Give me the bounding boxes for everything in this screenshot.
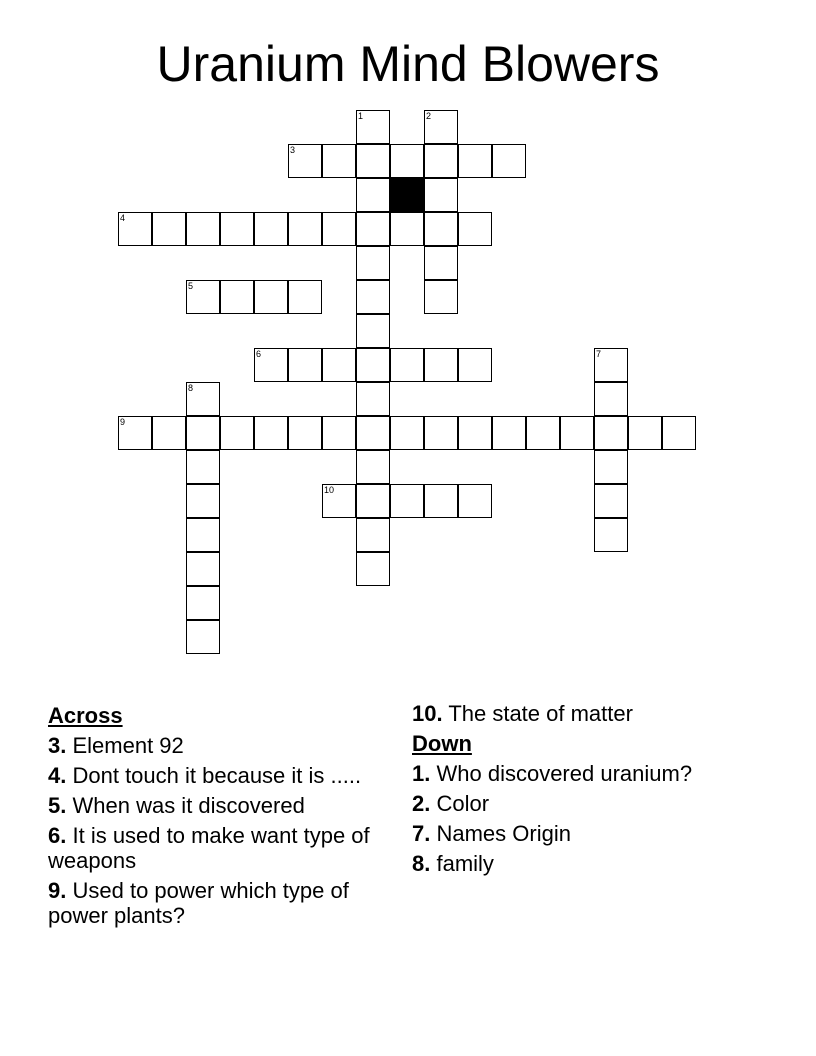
grid-cell[interactable]	[424, 484, 458, 518]
clue-number-label: 8	[188, 383, 194, 393]
grid-cell[interactable]	[662, 416, 696, 450]
clue-text: Color	[436, 791, 490, 816]
clue-number-label: 3	[290, 145, 296, 155]
clue-number-label: 9	[120, 417, 126, 427]
puzzle-title: Uranium Mind Blowers	[156, 36, 660, 92]
clue-text: When was it discovered	[72, 793, 305, 818]
grid-cell[interactable]	[186, 416, 220, 450]
grid-cell[interactable]	[322, 212, 356, 246]
grid-cell[interactable]	[186, 484, 220, 518]
grid-cell[interactable]	[492, 144, 526, 178]
clue-number-label: 5	[188, 281, 194, 291]
grid-cell[interactable]	[356, 348, 390, 382]
clue-number: 9.	[48, 878, 67, 903]
grid-cell[interactable]	[356, 246, 390, 280]
grid-cell[interactable]	[118, 416, 152, 450]
grid-cell[interactable]	[356, 178, 390, 212]
grid-cell[interactable]	[526, 416, 560, 450]
grid-cell[interactable]	[186, 620, 220, 654]
grid-cell[interactable]	[186, 552, 220, 586]
grid-cell[interactable]	[356, 212, 390, 246]
clue-text: Dont touch it because it is .....	[72, 763, 362, 788]
grid-cell[interactable]	[254, 280, 288, 314]
clue-number-label: 10	[324, 485, 335, 495]
grid-cell[interactable]	[356, 450, 390, 484]
clue-number: 10.	[412, 701, 443, 726]
grid-cell[interactable]	[220, 212, 254, 246]
grid-cell[interactable]	[356, 518, 390, 552]
grid-cell[interactable]	[356, 382, 390, 416]
grid-cell[interactable]	[458, 484, 492, 518]
grid-cell[interactable]	[390, 144, 424, 178]
grid-cell[interactable]	[288, 348, 322, 382]
clue-down-7	[412, 821, 772, 846]
clue-number: 3.	[48, 733, 67, 758]
clue-number: 6.	[48, 823, 67, 848]
grid-cell[interactable]	[356, 314, 390, 348]
grid-cell[interactable]	[186, 382, 220, 416]
clue-number-label: 2	[426, 111, 432, 121]
grid-cell[interactable]	[458, 144, 492, 178]
clue-down-1	[412, 761, 772, 786]
grid-cell[interactable]	[356, 280, 390, 314]
grid-cell[interactable]	[594, 382, 628, 416]
grid-cell[interactable]	[356, 484, 390, 518]
grid-cell[interactable]	[186, 280, 220, 314]
grid-cell[interactable]	[492, 416, 526, 450]
clues-column-left	[48, 701, 378, 933]
grid-cell[interactable]	[390, 484, 424, 518]
grid-cell[interactable]	[356, 144, 390, 178]
clue-down-2	[412, 791, 772, 816]
clue-down-8	[412, 851, 772, 876]
grid-cell[interactable]	[322, 348, 356, 382]
grid-cell[interactable]	[424, 348, 458, 382]
clue-across-9	[48, 878, 378, 928]
clue-text: family	[436, 851, 494, 876]
clue-number: 4.	[48, 763, 67, 788]
grid-cell[interactable]	[594, 518, 628, 552]
grid-cell[interactable]	[424, 246, 458, 280]
across-heading: Across	[48, 703, 123, 728]
grid-cell[interactable]	[594, 484, 628, 518]
grid-cell[interactable]	[390, 416, 424, 450]
clue-number: 7.	[412, 821, 431, 846]
grid-cell[interactable]	[186, 212, 220, 246]
grid-cell[interactable]	[288, 416, 322, 450]
clue-number: 1.	[412, 761, 431, 786]
grid-cell[interactable]	[594, 348, 628, 382]
clue-text: Element 92	[72, 733, 184, 758]
clue-number: 2.	[412, 791, 431, 816]
grid-cell[interactable]	[390, 212, 424, 246]
black-cell	[390, 178, 424, 212]
grid-cell[interactable]	[288, 144, 322, 178]
clue-number-label: 6	[256, 349, 262, 359]
grid-cell[interactable]	[424, 110, 458, 144]
grid-cell[interactable]	[186, 586, 220, 620]
clue-text: Who discovered uranium?	[436, 761, 693, 786]
clue-across-3	[48, 733, 378, 758]
grid-cell[interactable]	[254, 416, 288, 450]
grid-cell[interactable]	[220, 280, 254, 314]
grid-cell[interactable]	[594, 416, 628, 450]
grid-cell[interactable]	[424, 212, 458, 246]
grid-cell[interactable]	[356, 110, 390, 144]
grid-cell[interactable]	[322, 144, 356, 178]
grid-cell[interactable]	[458, 212, 492, 246]
grid-cell[interactable]	[390, 348, 424, 382]
grid-cell[interactable]	[118, 212, 152, 246]
clue-number: 5.	[48, 793, 67, 818]
grid-cell[interactable]	[356, 552, 390, 586]
grid-cell[interactable]	[254, 348, 288, 382]
clue-number-label: 4	[120, 213, 126, 223]
clue-text: Used to power which type of power plants?	[48, 878, 349, 928]
clues-column-right	[412, 701, 772, 881]
grid-cell[interactable]	[254, 212, 288, 246]
grid-cell[interactable]	[322, 416, 356, 450]
grid-cell[interactable]	[424, 416, 458, 450]
grid-cell[interactable]	[322, 484, 356, 518]
clue-across-6	[48, 823, 378, 873]
clue-across-4	[48, 763, 378, 788]
grid-cell[interactable]	[424, 280, 458, 314]
grid-cell[interactable]	[152, 212, 186, 246]
grid-cell[interactable]	[628, 416, 662, 450]
grid-cell[interactable]	[356, 416, 390, 450]
clue-text: The state of matter	[448, 701, 633, 726]
grid-cell[interactable]	[424, 144, 458, 178]
grid-cell[interactable]	[152, 416, 186, 450]
grid-cell[interactable]	[186, 450, 220, 484]
grid-cell[interactable]	[220, 416, 254, 450]
clue-across-5	[48, 793, 378, 818]
clue-number-label: 7	[596, 349, 602, 359]
grid-cell[interactable]	[424, 178, 458, 212]
grid-cell[interactable]	[458, 416, 492, 450]
grid-cell[interactable]	[288, 280, 322, 314]
clue-number: 8.	[412, 851, 431, 876]
grid-cell[interactable]	[458, 348, 492, 382]
grid-cell[interactable]	[594, 450, 628, 484]
clue-text: Names Origin	[436, 821, 571, 846]
grid-cell[interactable]	[186, 518, 220, 552]
grid-cell[interactable]	[288, 212, 322, 246]
clue-text: It is used to make want type of weapons	[48, 823, 370, 873]
grid-cell[interactable]	[560, 416, 594, 450]
clue-across-10	[412, 701, 772, 726]
down-heading: Down	[412, 731, 472, 756]
clue-number-label: 1	[358, 111, 364, 121]
